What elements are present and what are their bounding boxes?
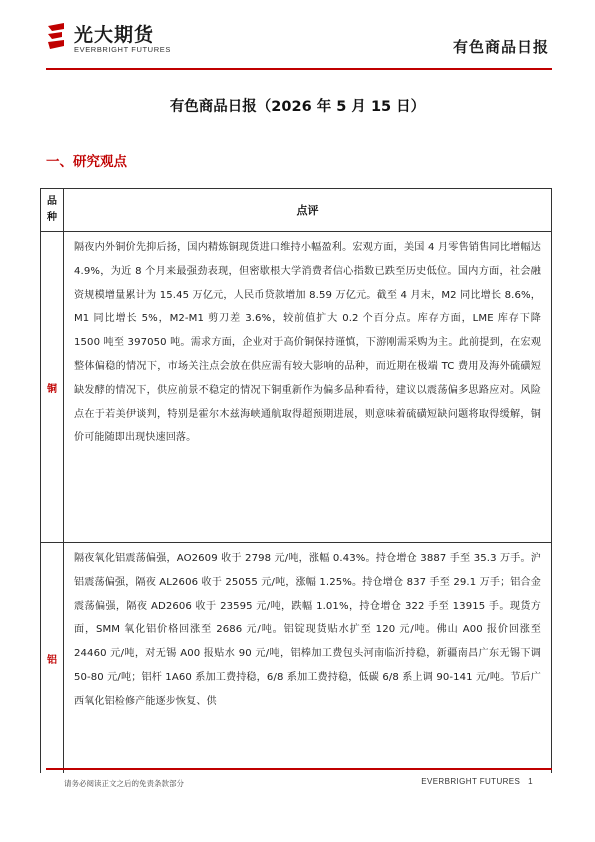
table-header-row (40, 189, 552, 232)
commentary-table (40, 188, 552, 773)
section-heading: 一、研究观点 (46, 154, 127, 170)
variety-label-aluminum: 铝 (40, 543, 64, 773)
logo-chinese-name: 光大期货 (74, 24, 155, 46)
table-row-copper (40, 232, 552, 543)
column-header-commentary: 点评 (64, 189, 552, 231)
column-header-variety-label: 品种 (47, 196, 57, 223)
column-header-variety (40, 189, 64, 231)
commentary-aluminum: 隔夜氧化铝震荡偏强，AO2609 收于 2798 元/吨，涨幅 0.43%。持仓增仓 3887 手至 35.3 万手。沪铝震荡偏强，隔夜 AL2606 收于 25055 元/吨，涨幅 1.25%。持仓增仓 837 手至 29.1 万手；铝合金震荡偏强，隔夜 AD2606 收于 23595 元/吨，跌幅 1.01%，持仓增仓 322 手至 13915 手。现货方面，SMM 氧化铝价格回涨至 2686 元/吨。铝锭现货贴水扩至 120 元/吨。佛山 A00 报价回涨至 24460 元/吨，对无锡 A00 报贴水 90 元/吨，铝棒加工费包头河南临沂持稳，新疆南昌广东无锡下调 50-80 元/吨；铝杆 1A60 系加工费持稳，6/8 系加工费持稳，低碳 6/8 系上调 90-141 元/吨。节后广西氧化铝检修产能逐步恢复、供 (64, 543, 552, 773)
everbright-logo-icon (46, 22, 68, 52)
document-title: 有色商品日报（2026 年 5 月 15 日） (169, 99, 426, 115)
header-divider (46, 68, 552, 70)
company-logo (46, 20, 196, 62)
footer-disclaimer: 请务必阅读正文之后的免责条款部分 (64, 779, 184, 788)
commentary-copper: 隔夜内外铜价先抑后扬，国内精炼铜现货进口维持小幅盈利。宏观方面，美国 4 月零售销售同比增幅达 4.9%，为近 8 个月来最强劲表现，但密歇根大学消费者信心指数已跌至历史低位。国内方面，社会融资规模增量累计为 15.45 万亿元，人民币贷款增加 8.59 万亿元。截至 4 月末，M2 同比增长 8.6%，M1 同比增长 5%，M2-M1 剪刀差 3.6%，较前值扩大 0.2 个百分点。库存方面，LME 库存下降 1500 吨至 397050 吨。需求方面，企业对于高价铜保持谨慎，下游刚需采购为主。此前提到，在宏观整体偏稳的情况下，市场关注点会放在供应需有较大影响的品种，而近期在极端 TC 费用及海外硫磺短缺发酵的情况下，供应前景不稳定的情况下铜重新作为偏多品种看待，建议以震荡偏多思路应对。风险点在于若美伊谈判，特别是霍尔木兹海峡通航取得超预期进展，则意味着硫磺短缺问题将取得缓解，铜价可能随即出现快速回落。 (64, 232, 552, 542)
logo-english-name: EVERBRIGHT FUTURES (74, 45, 171, 54)
table-row-aluminum (40, 543, 552, 773)
page-header (0, 0, 595, 70)
footer-divider (46, 768, 552, 770)
report-type-label: 有色商品日报 (452, 38, 549, 56)
footer-brand-page-number: EVERBRIGHT FUTURES 1 (421, 777, 533, 786)
variety-label-copper: 铜 (40, 232, 64, 542)
